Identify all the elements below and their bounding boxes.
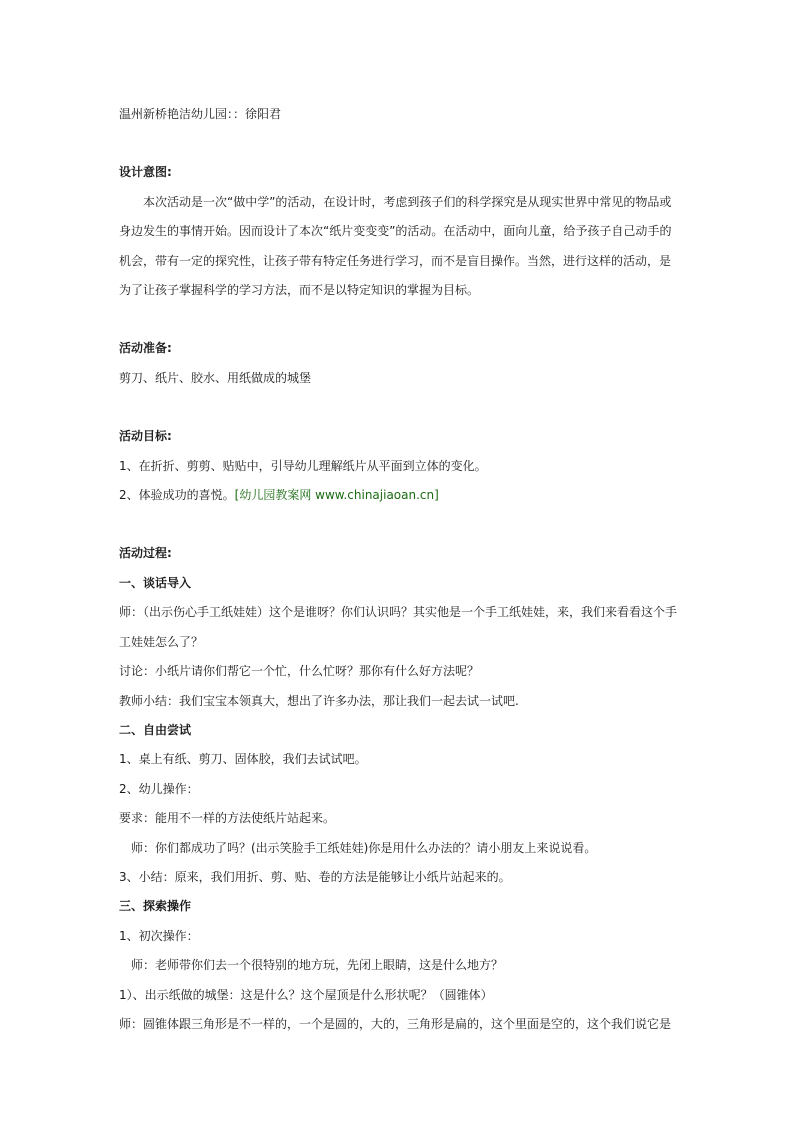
section-1-paragraph-1: 师：（出示伤心手工纸娃娃）这个是谁呀？你们认识吗？其实他是一个手工纸娃娃，来，我们来看看这个手工娃娃怎么了？: [119, 605, 678, 649]
author-line: 温州新桥艳洁幼儿园：：徐阳君: [119, 107, 282, 121]
section-3-paragraph-3: 1）、出示纸做的城堡：这是什么？这个屋顶是什么形状呢？（圆锥体）: [119, 987, 493, 1002]
design-intent-paragraph: 本次活动是一次“做中学”的活动，在设计时，考虑到孩子们的科学探究是从现实世界中常见的物品或身边发生的事情开始。因而设计了本次“纸片变变变”的活动。在活动中，面向儿童，给予孩子自己动手的机会，带有一定的探究性，让孩子带有特定任务进行学习，而不是盲目操作。当然，进行这样的活动，是为了让孩子掌握科学的学习方法，而不是以特定知识的掌握为目标。: [119, 194, 672, 298]
source-link[interactable]: [幼儿园教案网 www.chinajiaoan.cn]: [234, 488, 439, 503]
section-2-title: 二、自由尝试: [119, 722, 192, 737]
section-2-paragraph-2: 2、幼儿操作：: [119, 781, 199, 796]
section-2-paragraph-3: 要求：能用不一样的方法使纸片站起来。: [119, 811, 336, 826]
document-body: [119, 100, 679, 1039]
prep-heading: 活动准备:: [119, 341, 172, 356]
section-2-paragraph-1: 1、桌上有纸、剪刀、固体胶，我们去试试吧。: [119, 752, 367, 767]
goal-item-2: [119, 481, 679, 510]
design-intent-heading: 设计意图:: [119, 165, 172, 180]
process-heading: 活动过程:: [119, 546, 172, 561]
prep-materials: 剪刀、纸片、胶水、用纸做成的城堡: [119, 370, 312, 385]
goals-heading: 活动目标:: [119, 429, 172, 444]
section-3-paragraph-4: 师：圆锥体跟三角形是不一样的，一个是圆的，大的，三角形是扁的，这个里面是空的，这个我们说它是: [119, 1016, 672, 1031]
section-1-title: 一、谈话导入: [119, 575, 192, 590]
section-3-title: 三、探索操作: [119, 899, 192, 914]
section-1-paragraph-2: 讨论：小纸片请你们帮它一个忙，什么忙呀？那你有什么好方法呢？: [119, 664, 480, 679]
goal-item-2-text: 2、体验成功的喜悦。: [119, 488, 235, 503]
section-3-paragraph-1: 1、初次操作：: [119, 928, 199, 943]
goal-item-1: 1、在折折、剪剪、贴贴中，引导幼儿理解纸片从平面到立体的变化。: [119, 458, 487, 473]
section-1-paragraph-3: 教师小结：我们宝宝本领真大，想出了许多办法，那让我们一起去试一试吧.: [119, 693, 519, 708]
section-2-paragraph-4: 师：你们都成功了吗？(出示笑脸手工纸娃娃)你是用什么办法的？请小朋友上来说说看。: [131, 840, 597, 855]
section-3-paragraph-2: 师：老师带你们去一个很特别的地方玩，先闭上眼睛，这是什么地方？: [131, 958, 504, 973]
section-2-paragraph-5: 3、小结：原来，我们用折、剪、贴、卷的方法是能够让小纸片站起来的。: [119, 869, 511, 884]
